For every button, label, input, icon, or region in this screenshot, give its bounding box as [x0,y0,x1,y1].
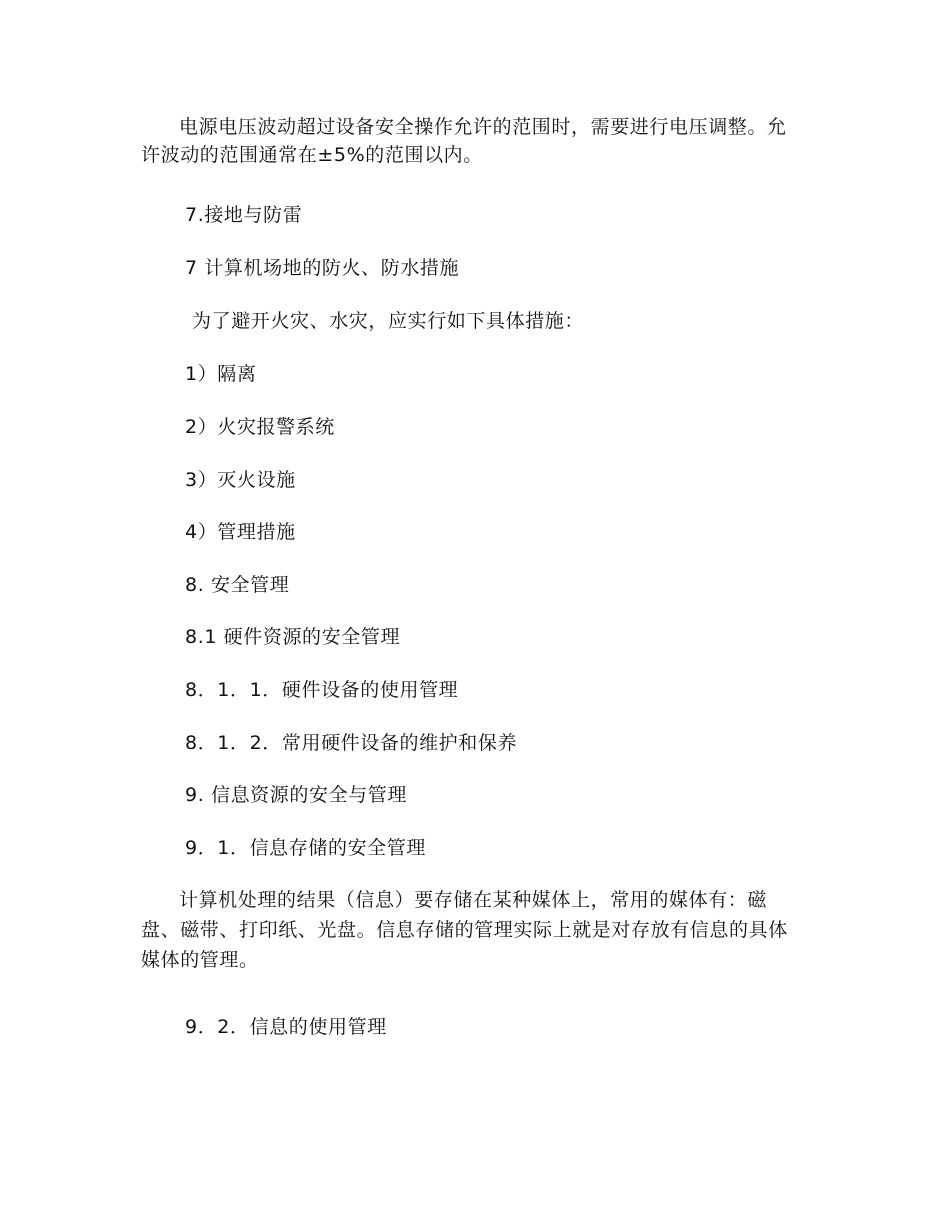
heading-hardware-usage: 8．1．1．硬件设备的使用管理 [185,679,459,701]
intro-measures: 为了避开火灾、水灾，应实行如下具体措施： [192,310,585,332]
heading-hardware-security: 8.1 硬件资源的安全管理 [185,626,401,648]
list-item-extinguish: 3）灭火设施 [185,469,296,491]
paragraph-storage: 计算机处理的结果（信息）要存储在某种媒体上，常用的媒体有：磁盘、磁带、打印纸、光盘。信息存储的管理实际上就是对存放有信息的具体媒体的管理。 [141,889,788,971]
heading-fire-water: 7 计算机场地的防火、防水措施 [185,257,460,279]
heading-information-security: 9. 信息资源的安全与管理 [185,784,407,806]
paragraph-voltage: 电源电压波动超过设备安全操作允许的范围时，需要进行电压调整。允许波动的范围通常在±5%的范围以内。 [141,116,787,166]
heading-hardware-maintenance: 8．1．2．常用硬件设备的维护和保养 [185,732,518,754]
heading-security-management: 8. 安全管理 [185,574,290,596]
list-item-management: 4）管理措施 [185,521,296,543]
heading-grounding: 7.接地与防雷 [185,204,303,226]
heading-information-storage: 9．1．信息存储的安全管理 [185,837,426,859]
list-item-fire-alarm: 2）火灾报警系统 [185,416,335,438]
list-item-isolation: 1）隔离 [185,363,257,385]
heading-information-usage: 9．2．信息的使用管理 [185,1016,387,1038]
